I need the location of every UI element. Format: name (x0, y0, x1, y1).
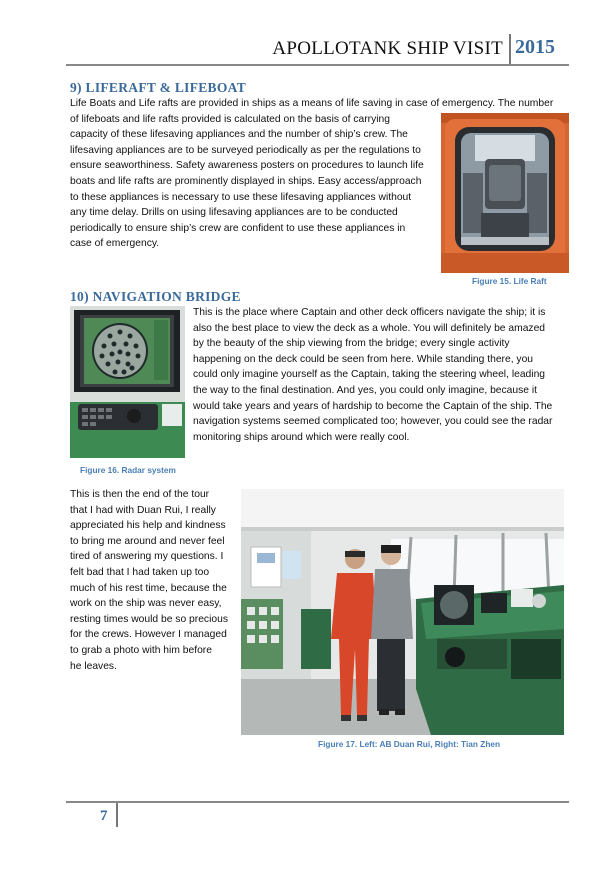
radar-system-photo (70, 306, 185, 458)
text-line: boats and life rafts are prominently displayed in ships. Easy access/approach (70, 175, 422, 187)
text-line: case of emergency. (70, 238, 160, 250)
text-line: to grab a photo with him before (70, 644, 212, 656)
text-line: happening on the deck could be seen from here. While standing there, you (193, 353, 534, 365)
page-number: 7 (100, 808, 108, 824)
figure-caption-radar: Figure 16. Radar system (80, 465, 176, 475)
section-heading-bridge: 10) NAVIGATION BRIDGE (70, 289, 241, 304)
text-line: he leaves. (70, 660, 117, 672)
text-line: appreciated his help and kindness (70, 520, 226, 532)
text-line: could only imagine yourself as the Captain, taking the steering wheel, leading (193, 369, 546, 381)
paragraph-end-of-tour (70, 487, 240, 674)
document-title: APOLLOTANK SHIP VISIT (272, 38, 503, 59)
document-year: 2015 (515, 36, 555, 58)
section-heading-liferaft: 9) LIFERAFT & LIFEBOAT (70, 80, 246, 95)
text-line: to bring me around and never feel (70, 535, 225, 547)
bridge-crew-photo (241, 489, 564, 735)
figure-caption-life-raft: Figure 15. Life Raft (472, 276, 547, 286)
text-line: tired of answering my questions. I (70, 551, 224, 563)
footer-divider (116, 803, 118, 827)
text-line: would take years and years of hardship to become the Captain of the ship. The (193, 400, 553, 412)
paragraph-bridge (193, 305, 571, 445)
text-line: any time delay. Drills on using lifesaving appliances are to be conducted (70, 207, 398, 219)
header-divider (509, 34, 511, 65)
text-line: capacity of these lifesaving appliances and the number of ship’s crew. The (70, 129, 408, 141)
life-raft-photo (441, 113, 569, 273)
text-line: for the crews. However I managed (70, 629, 227, 641)
text-line: work on the ship was never easy, (70, 598, 222, 610)
text-line: This is the place where Captain and other deck officers navigate the ship; it is (193, 307, 546, 318)
text-line: This is then the end of the tour (70, 489, 210, 500)
text-line: ensure seaworthiness. Safety awareness posters on procedures to launch life (70, 160, 424, 172)
text-line: monitoring ships around which were really cool. (193, 431, 410, 443)
text-line: felt bad that I had taken up too (70, 566, 210, 578)
text-line: to these appliances is necessary to use these lifesaving appliances without (70, 191, 412, 203)
figure-caption-crew: Figure 17. Left: AB Duan Rui, Right: Tian Zhen (318, 739, 501, 749)
text-line: Life Boats and Life rafts are provided in ships as a means of life saving in case of emergency. The number (70, 98, 554, 109)
text-line: lifesaving appliances are to be surveyed periodically as per the regulations to (70, 144, 421, 156)
text-line: the way to the final destination. And yes, you could only imagine, because it (193, 384, 538, 396)
header-rule (66, 64, 569, 66)
text-line: also the best place to view the deck as a whole. You will definitely be amazed (193, 322, 546, 334)
text-line: by the beauty of the ship viewing from the bridge; every single activity (193, 338, 510, 350)
text-line: periodically to ensure ship’s crew are confident to use these appliances in (70, 222, 406, 234)
text-line: resting times would be so precious (70, 613, 228, 625)
text-line: that I had with Duan Rui, I really (70, 504, 216, 516)
text-line: navigation systems seemed complicated too; however, you could see the radar (193, 416, 553, 428)
text-line: much of his rest time, because the (70, 582, 227, 594)
text-line: of lifeboats and life rafts provided is calculated on the basis of carrying (70, 113, 390, 125)
footer-rule (66, 801, 569, 803)
